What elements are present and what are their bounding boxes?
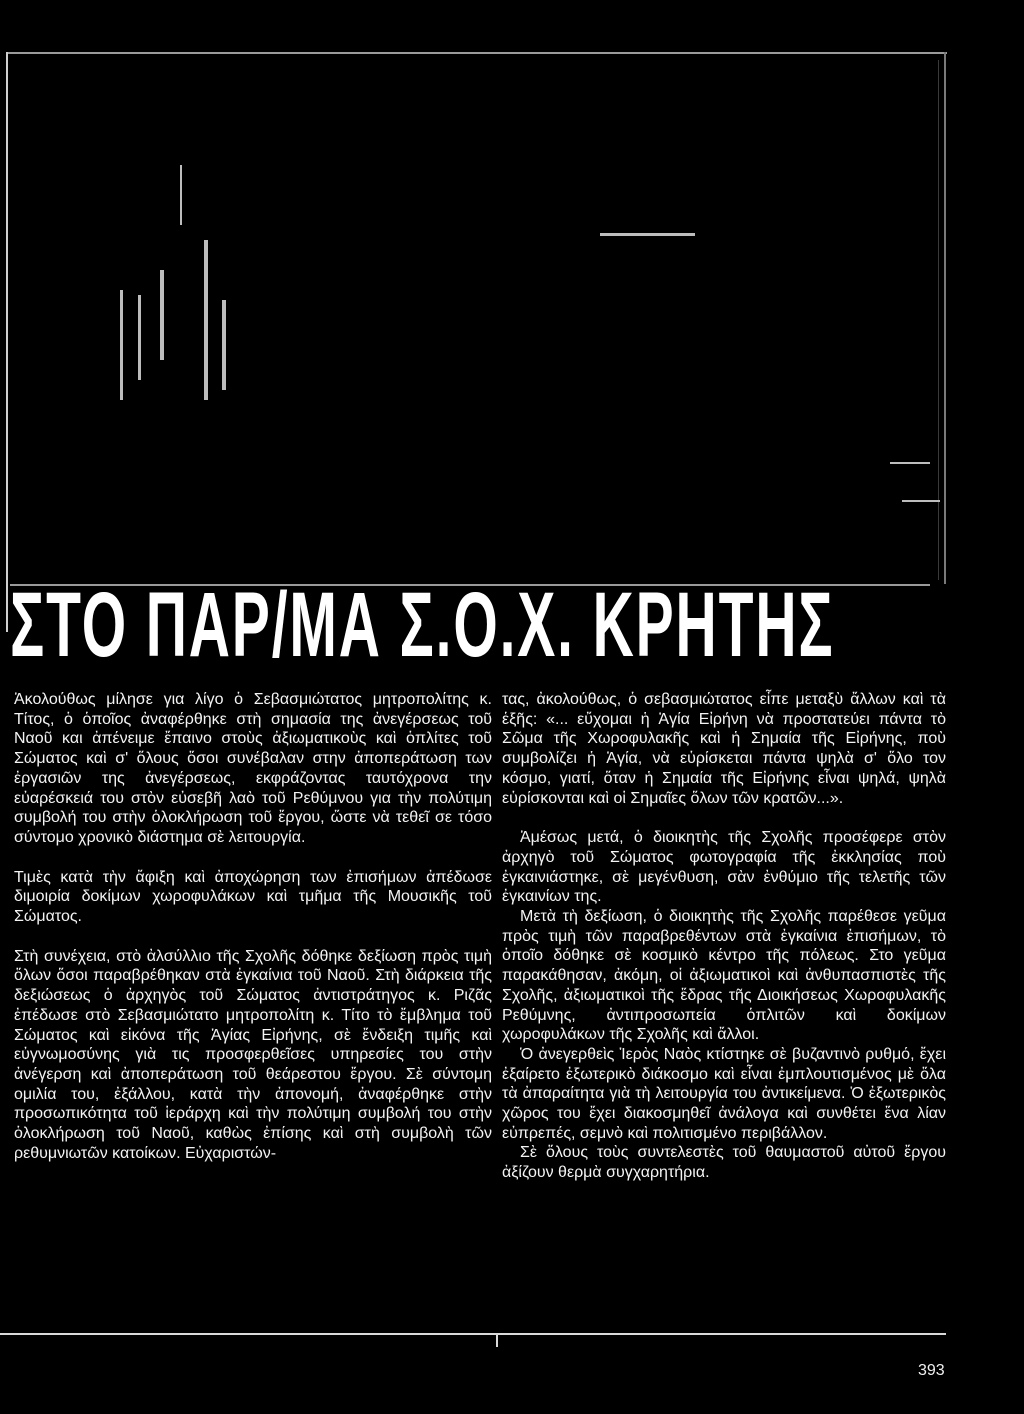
photo-streak: [138, 295, 141, 380]
paragraph: Στὴ συνέχεια, στὸ ἀλσύλλιο τῆς Σχολῆς δόθηκε δεξίωση πρὸς τιμὴ ὅλων ὅσοι παραβρέθηκαν στὰ ἐγκαίνια τοῦ Ναοῦ. Στὴ διάρκεια τῆς δεξιώσεως ὁ ἀρχηγὸς τοῦ Σώματος ἀντιστράτηγος κ. Ριζᾶς ἐπέδωσε στὸ Σεβασμιώτατο μητροπολίτη κ. Τίτο τὸ ἔμβλημα τοῦ Σώματος καὶ εἰκόνα τῆς Ἁγίας Εἰρήνης, σὲ ἔνδειξη τιμῆς καὶ εὐγνωμοσύνης γιὰ τις προσφερθεῖσες υπηρεσίες του στὴν ἀνέγερση καὶ ἀποπεράτωση τοῦ θεάρεστου ἔργου. Σὲ σύντομη ομιλία του, ἐξάλλου, κατὰ τὴν ἀπονομή, ἀναφέρθηκε στὴν προσωπικότητα τοῦ ἱεράρχη καὶ τὴν πολύτιμη συμβολή του στὴν ὁλοκλήρωση τοῦ Ναοῦ, καθὼς ἐπίσης καὶ στὴ συμβολὴ τῶν ρεθυμνιωτῶν κατοίκων. Εὐχαριστών-: [14, 947, 492, 1162]
photo-frame-right: [944, 52, 946, 584]
paragraph: Σὲ ὅλους τοὺς συντελεστὲς τοῦ θαυμαστοῦ αὐτοῦ ἔργου ἀξίζουν θερμὰ συγχαρητήρια.: [502, 1144, 946, 1182]
left-column: [14, 690, 492, 1163]
photo-streak: [120, 290, 123, 400]
paragraph: Τιμὲς κατὰ τὴν ἄφιξη καὶ ἀποχώρηση των ἐπισήμων ἀπέδωσε διμοιρία δοκίμων χωροφυλάκων καὶ τμῆμα τῆς Μουσικῆς τοῦ Σώματος.: [14, 868, 492, 926]
paragraph: Ὁ ἀνεγερθεὶς Ἱερὸς Ναὸς κτίστηκε σὲ βυζαντινὸ ρυθμό, ἔχει ἐξαίρετο ἐξωτερικὸ διάκοσμο καὶ εἶναι ἐμπλουτισμένος μὲ ὅλα τὰ ἀπαραίτητα γιὰ τὴ λειτουργία του ἀντικείμενα. Ὁ ἐξωτερικὸς χῶρος του ἔχει διακοσμηθεῖ ἀνάλογα καὶ συνθέτει ἕνα λίαν εὐπρεπές, σεμνὸ καὶ πολιτισμένο περιβάλλον.: [502, 1045, 946, 1142]
photo-streak: [180, 165, 182, 225]
photo-streak: [902, 500, 940, 502]
paragraph: Ἀμέσως μετά, ὁ διοικητὴς τῆς Σχολῆς προσέφερε στὸν ἀρχηγὸ τοῦ Σώματος φωτογραφία τῆς ἐκκλησίας ποὺ ἐγκαινιάστηκε, σὲ μεγένθυση, σὰν ἐνθύμιο τῆς τελετῆς τῶν ἐγκαινίων της.: [502, 829, 946, 906]
photograph: [6, 52, 947, 572]
paragraph: Μετὰ τὴ δεξίωση, ὁ διοικητὴς τῆς Σχολῆς παρέθεσε γεῦμα πρὸς τιμὴ τῶν παραβρεθέντων στὰ ἐγκαίνια ἐπισήμων, τὸ ὁποῖο δόθηκε σὲ κοσμικὸ κέντρο τῆς πόλεως. Στο γεῦμα παρακάθησαν, ἀκόμη, οἱ ἀξιωματικοὶ καὶ ἀνθυπασπιστὲς τῆς Σχολῆς, ἀξιωματικοὶ τῆς ἕδρας τῆς Διοικήσεως Χωροφυλακῆς Ρεθύμνης, ἀντιπροσωπεία ὁπλιτῶν καὶ δοκίμων χωροφυλάκων τῆς Σχολῆς καὶ ἄλλοι.: [502, 908, 946, 1044]
column-divider-tick: [496, 1333, 498, 1347]
bottom-rule: [0, 1333, 946, 1335]
photo-streak: [160, 270, 164, 360]
photo-streak: [204, 240, 208, 400]
photo-streak: [600, 233, 695, 236]
photo-streak: [222, 300, 226, 390]
paragraph: Ἀκολούθως μίλησε για λίγο ὁ Σεβασμιώτατος μητροπολίτης κ. Τίτος, ὁ ὁποῖος ἀναφέρθηκε στὴ σημασία της ἀνεγέρσεως τοῦ Ναοῦ και ἀπένειμε ἔπαινο στοὺς ἀξιωματικοὺς καὶ ὁπλίτες τοῦ Σώματος καὶ σ' ὅλους ὅσοι συνέβαλαν στην ἀποπεράτωση των ἐργασιῶν της ἀνεγέρσεως, εκφράζοντας ταυτόχρονα την εὐαρέσκειά του στὸν εὐσεβῆ λαὸ τοῦ Ρεθύμνου για τὴν πολύτιμη συμβολή του στὴν ὁλοκλήρωση τοῦ ἔργου, ὥστε νὰ τεθεῖ σε τόσο σύντομο χρονικὸ διάστημα σὲ λειτουργία.: [14, 691, 492, 846]
paragraph: τας, ἀκολούθως, ὁ σεβασμιώτατος εἶπε μεταξὺ ἄλλων καὶ τὰ ἑξῆς: «... εὔχομαι ἡ Ἁγία Εἰρήνη νὰ προστατεύει πάντα τὸ Σῶμα τῆς Χωροφυλακῆς καὶ ἡ Σημαία τῆς Εἰρήνης, ποὺ συμβολίζει ἡ Ἁγία, νὰ εὑρίσκεται πάντα ψηλὰ σ' ὅλο τον κόσμο, γιατί, ὅταν ἡ Σημαία τῆς Εἰρήνης εἶναι ψηλά, ψηλὰ εὑρίσκονται καὶ οἱ Σημαῖες ὅλων τῶν κρατῶν...».: [502, 691, 946, 807]
photo-frame-inner: [938, 60, 939, 580]
page-number: 393: [918, 1362, 945, 1379]
photo-streak: [890, 462, 930, 464]
photo-frame-left: [6, 52, 8, 632]
headline: ΣΤΟ ΠΑΡ/ΜΑ Σ.Ο.Χ. ΚΡΗΤΗΣ: [10, 574, 835, 676]
right-column: [502, 690, 946, 1183]
